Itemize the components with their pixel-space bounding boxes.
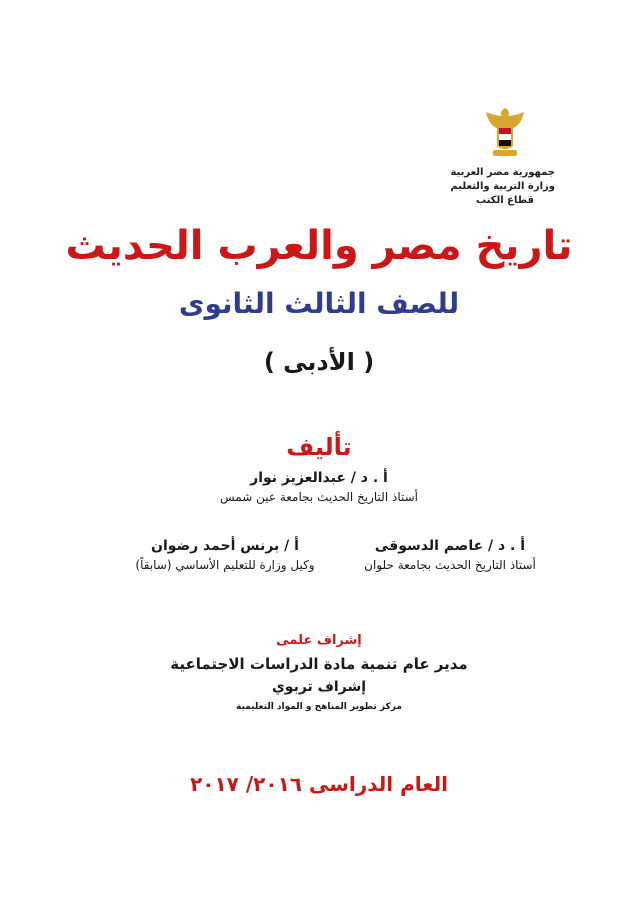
ministry-line-ministry: وزارة التربية والتعليم xyxy=(450,181,555,192)
author-left-desc: وكيل وزارة للتعليم الأساسي (سابقاً) xyxy=(135,558,315,572)
book-subtitle: للصف الثالث الثانوى xyxy=(178,287,460,320)
author-left-name: أ / برنس أحمد رضوان xyxy=(151,538,299,554)
author-right-name: أ . د / عاصم الدسوقى xyxy=(374,538,526,554)
author-main xyxy=(0,468,638,506)
supervision-block xyxy=(0,630,638,716)
curriculum-center: مركز تطوير المناهج و المواد التعليمية xyxy=(236,702,402,712)
scientific-supervision-value: مدير عام تنمية مادة الدراسات الاجتماعية xyxy=(170,655,468,673)
ministry-line-country: جمهورية مصر العربية xyxy=(450,167,555,178)
author-right xyxy=(350,536,550,574)
ministry-line-sector: قطاع الكتب xyxy=(475,195,535,206)
ministry-header xyxy=(450,106,555,208)
book-title: تاريخ مصر والعرب الحديث xyxy=(65,223,573,269)
author-main-name: أ . د / عبدالعزيز نوار xyxy=(250,470,388,486)
scientific-supervision-label: إشراف علمى xyxy=(276,633,362,648)
author-main-desc: أستاذ التاريخ الحديث بجامعة عين شمس xyxy=(220,490,418,504)
authorship-label: تأليف xyxy=(286,433,352,461)
author-right-desc: أستاذ التاريخ الحديث بجامعة حلوان xyxy=(364,558,536,572)
educational-supervision-label: إشراف تربوي xyxy=(271,679,367,695)
eagle-emblem-icon xyxy=(483,106,527,160)
academic-year: العام الدراسى ٢٠١٦/ ٢٠١٧ xyxy=(190,772,448,796)
book-branch: ( الأدبى ) xyxy=(263,348,375,376)
author-left xyxy=(110,536,340,574)
